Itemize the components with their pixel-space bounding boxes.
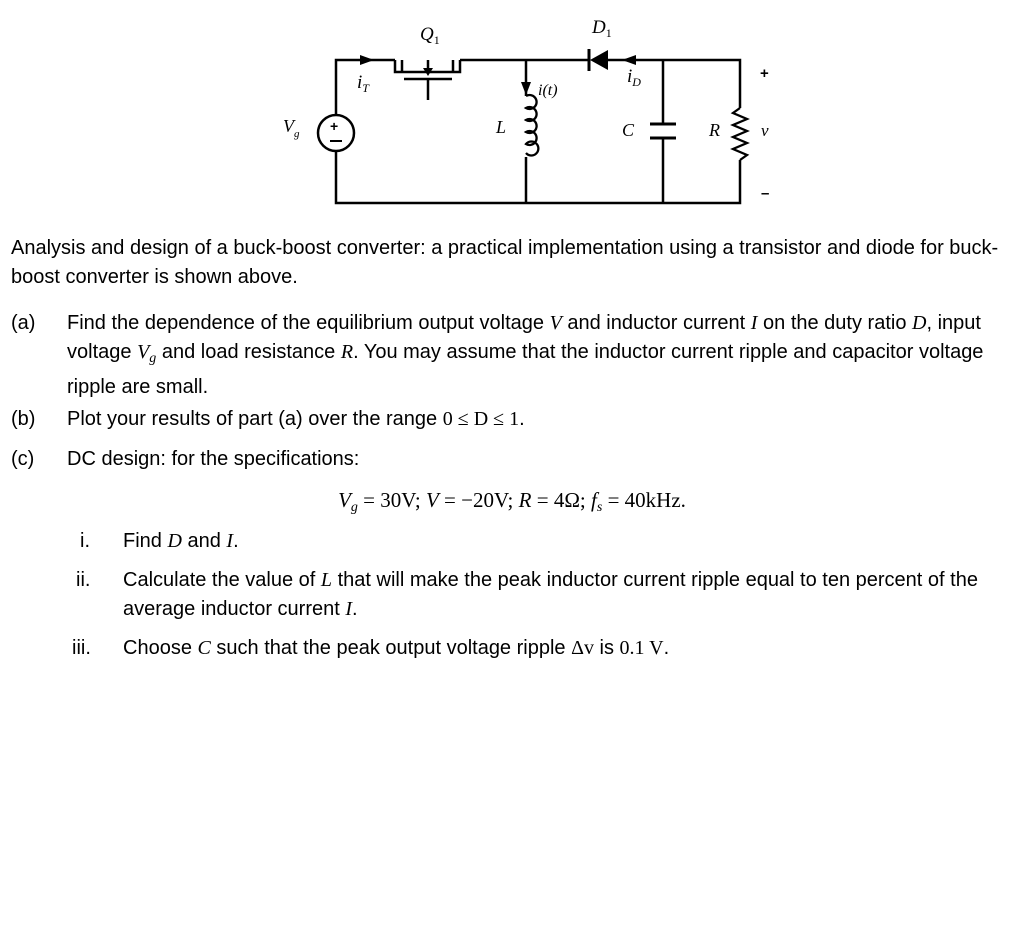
current-arrow-id-icon bbox=[622, 55, 636, 65]
capacitor-c bbox=[650, 124, 676, 138]
label-i-of-t: i(t) bbox=[538, 82, 558, 99]
label-id: $i_D$ bbox=[627, 66, 641, 89]
label-c: C bbox=[622, 120, 635, 140]
sub-ii-tag: ii. bbox=[76, 569, 91, 591]
part-a-text: Find the dependence of the equilibrium output voltage V and inductor current I on the duty ratio D, input voltage $V_g$ and load resistance R. You may assume that the inductor current ripple and capacitor voltage ripple are small. bbox=[67, 312, 984, 398]
resistor-r bbox=[733, 108, 747, 160]
label-r: R bbox=[709, 120, 720, 140]
output-minus-sign: – bbox=[761, 185, 770, 202]
buck-boost-circuit-diagram bbox=[0, 0, 1024, 220]
sub-iii-tag: iii. bbox=[72, 637, 91, 659]
diode-d1 bbox=[589, 49, 608, 71]
specifications-equation: $V_g = 30V$; V = −20V; R = 4Ω; $f_s = 40kHz$. bbox=[338, 488, 686, 515]
label-it: $i_T$ bbox=[357, 72, 369, 95]
part-a-tag: (a) bbox=[11, 312, 36, 334]
part-b-text: Plot your results of part (a) over the range 0 ≤ D ≤ 1. bbox=[67, 408, 525, 430]
part-b-tag: (b) bbox=[11, 408, 36, 430]
intro-paragraph: Analysis and design of a buck-boost converter: a practical implementation using a transistor and diode for buck-boost converter is shown above. bbox=[11, 237, 999, 288]
current-arrow-i-icon bbox=[521, 82, 531, 95]
source-plus-sign: + bbox=[330, 118, 339, 134]
label-d1: $D_1$ bbox=[592, 17, 612, 40]
label-v: v bbox=[761, 121, 769, 140]
wire-bottom bbox=[336, 152, 740, 203]
label-vg: $V_g$ bbox=[283, 116, 300, 140]
sub-iii-text: Choose C such that the peak output voltage ripple Δv is 0.1 V. bbox=[123, 637, 670, 659]
part-c-text: DC design: for the specifications: bbox=[67, 448, 360, 470]
transistor-q1 bbox=[395, 60, 460, 100]
sub-ii-text: Calculate the value of L that will make the peak inductor current ripple equal to ten percent of the average inductor current I. bbox=[123, 569, 978, 620]
inductor-l bbox=[526, 95, 538, 156]
part-c-tag: (c) bbox=[11, 448, 35, 470]
label-q1: $Q_1$ bbox=[420, 24, 440, 47]
sub-i-tag: i. bbox=[80, 530, 90, 552]
sub-i-text: Find D and I. bbox=[123, 530, 239, 552]
label-l: L bbox=[496, 117, 507, 137]
output-plus-sign: + bbox=[760, 65, 769, 82]
current-arrow-it-icon bbox=[360, 55, 374, 65]
